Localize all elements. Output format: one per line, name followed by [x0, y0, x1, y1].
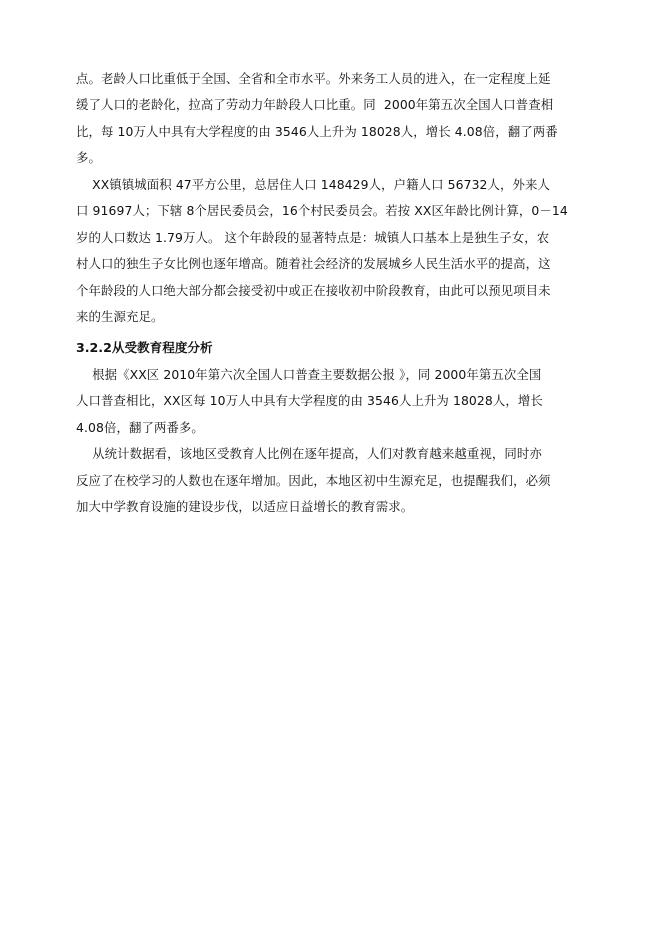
- paragraph-2-line-6: 来的生源充足。: [76, 309, 164, 324]
- paragraph-1-line-1: 点。老龄人口比重低于全国、全省和全市水平。外来务工人员的进入，在一定程度上延: [76, 71, 551, 86]
- paragraph-4-line-1: 从统计数据看，该地区受教育人比例在逐年提高，人们对教育越来越重视，同时亦: [76, 446, 542, 461]
- paragraph-4-line-3: 加大中学教育设施的建设步伐，以适应日益增长的教育需求。: [76, 499, 414, 514]
- paragraph-3-line-3: 4.08倍，翻了两番多。: [76, 420, 204, 435]
- paragraph-1-line-2: 缓了人口的老龄化，拉高了劳动力年龄段人口比重。同 2000年第五次全国人口普查相: [76, 97, 554, 112]
- paragraph-1-line-3: 比，每 10万人中具有大学程度的由 3546人上升为 18028人，增长 4.08倍，翻了两番: [76, 124, 558, 139]
- paragraph-2-line-5: 个年龄段的人口绝大部分都会接受初中或正在接收初中阶段教育，由此可以预见项目未: [76, 283, 551, 298]
- paragraph-4-line-2: 反应了在校学习的人数也在逐年增加。因此，本地区初中生源充足，也提醒我们，必须: [76, 473, 551, 488]
- section-heading: 3.2.2从受教育程度分析: [76, 340, 213, 355]
- paragraph-2-line-3: 岁的人口数达 1.79万人。 这个年龄段的显著特点是：城镇人口基本上是独生子女，农: [76, 230, 550, 245]
- paragraph-3-line-2: 人口普查相比，XX区每 10万人中具有大学程度的由 3546人上升为 18028人，增长: [76, 393, 543, 408]
- paragraph-3-line-1: 根据《XX区 2010年第六次全国人口普查主要数据公报 》，同 2000年第五次全国: [76, 367, 542, 382]
- paragraph-2-line-1: XX镇镇城面积 47平方公里，总居住人口 148429人，户籍人口 56732人，外来人: [76, 177, 550, 192]
- paragraph-2-line-4: 村人口的独生子女比例也逐年增高。随着社会经济的发展城乡人民生活水平的提高，这: [76, 256, 551, 271]
- paragraph-2-line-2: 口 91697人；下辖 8个居民委员会，16个村民委员会。若按 XX区年龄比例计算，0－14: [76, 203, 568, 218]
- paragraph-1-line-4: 多。: [76, 150, 101, 165]
